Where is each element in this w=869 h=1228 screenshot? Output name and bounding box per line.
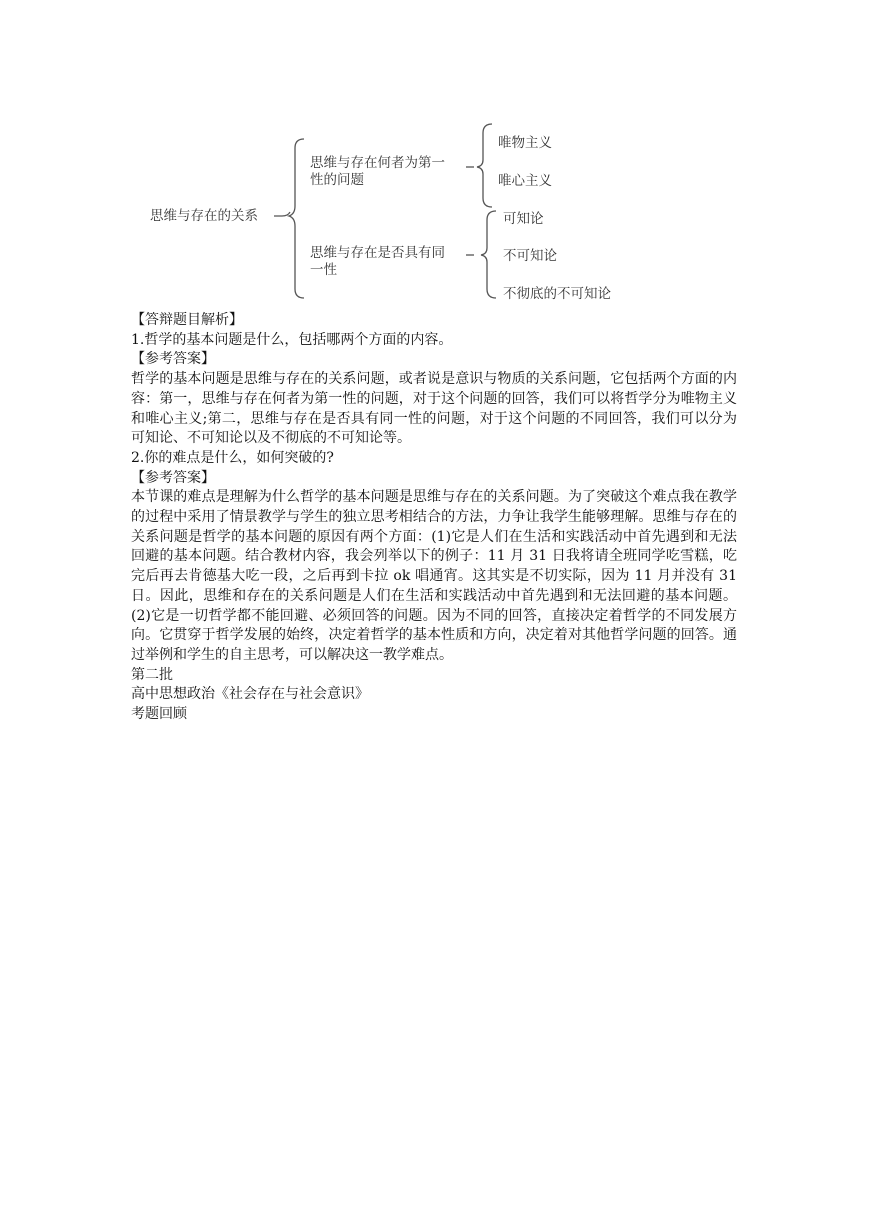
diagram-root-label: 思维与存在的关系 xyxy=(150,208,258,224)
answer-1-paragraph: 哲学的基本问题是思维与存在的关系问题，或者说是意识与物质的关系问题，它包括两个方面的内容：第一，思维与存在何者为第一性的问题，对于这个问题的回答，我们可以将哲学分为唯物主义和唯心主义;第二，思维与存在是否具有同一性的问题，对于这个问题的不同回答，我们可以分为可知论、不可知论以及不彻底的不可知论等。 xyxy=(131,371,737,447)
branch1-label-line2: 性的问题 xyxy=(310,172,364,188)
question-2: 2.你的难点是什么，如何突破的? xyxy=(131,449,334,466)
concept-diagram xyxy=(0,0,869,310)
reference-answer-heading-1: 【参考答案】 xyxy=(131,351,215,368)
branch1-label-line1: 思维与存在何者为第一 xyxy=(310,155,445,171)
root-connector xyxy=(274,212,290,216)
document-body xyxy=(131,311,737,725)
branch2-label-line1: 思维与存在是否具有同 xyxy=(310,245,445,261)
branch2-label-line2: 一性 xyxy=(310,262,337,278)
exam-review-label: 考题回顾 xyxy=(131,706,187,723)
leaf-incomplete-agnosticism: 不彻底的不可知论 xyxy=(503,286,611,302)
section-heading-analysis: 【答辩题目解析】 xyxy=(131,312,243,328)
branch2-bracket xyxy=(481,211,496,298)
leaf-knowability: 可知论 xyxy=(503,211,544,227)
branch1-bracket xyxy=(477,124,492,207)
reference-answer-heading-2: 【参考答案】 xyxy=(131,469,215,486)
course-title: 高中思想政治《社会存在与社会意识》 xyxy=(131,686,369,703)
leaf-materialism: 唯物主义 xyxy=(498,135,552,151)
batch-label: 第二批 xyxy=(131,666,173,683)
leaf-agnosticism: 不可知论 xyxy=(503,248,557,264)
leaf-idealism: 唯心主义 xyxy=(498,173,552,189)
answer-2-paragraph: 本节课的难点是理解为什么哲学的基本问题是思维与存在的关系问题。为了突破这个难点我在教学的过程中采用了情景教学与学生的独立思考相结合的方法，力争让我学生能够理解。思维与存在的关系问题是哲学的基本问题的原因有两个方面：(1)它是人们在生活和实践活动中首先遇到和无法回避的基本问题。结合教材内容，我会列举以下的例子：11 月 31 日我将请全班同学吃雪糕，吃完后再去肯德基大吃一段，之后再到卡拉 ok 唱通宵。这其实是不切实际，因为 11 月并没有 31 日。因此，思维和存在的关系问题是人们在生活和实践活动中首先遇到和无法回避的基本问题。(2)它是一切哲学都不能回避、必须回答的问题。因为不同的回答，直接决定着哲学的不同发展方向。它贯穿于哲学发展的始终，决定着哲学的基本性质和方向，决定着对其他哲学问题的回答。通过举例和学生的自主思考，可以解决这一教学难点。 xyxy=(131,489,737,663)
main-bracket xyxy=(289,139,304,298)
question-1: 1.哲学的基本问题是什么，包括哪两个方面的内容。 xyxy=(131,331,453,348)
